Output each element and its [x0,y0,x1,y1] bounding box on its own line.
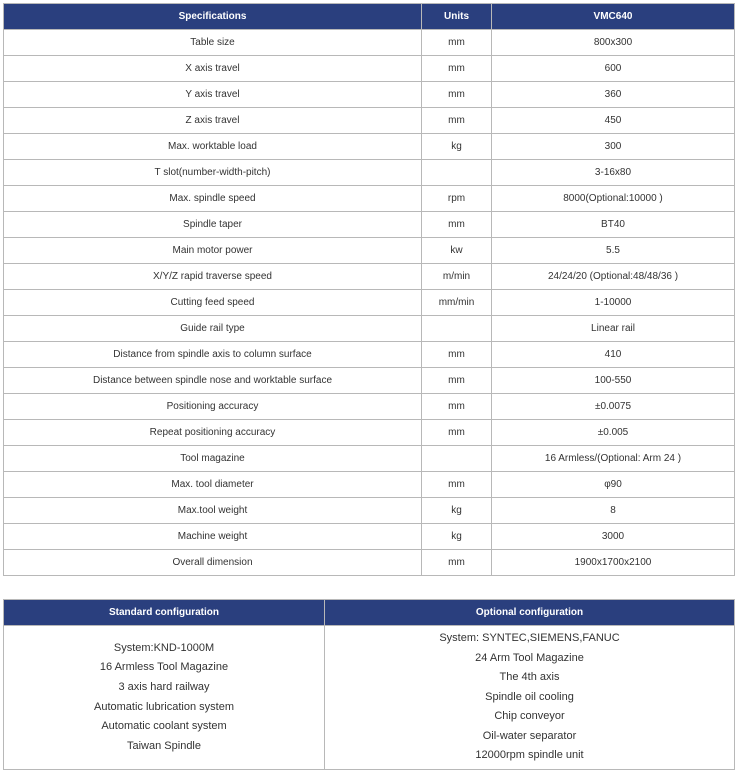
spec-unit-cell: rpm [422,186,492,212]
spec-value-cell: BT40 [492,212,735,238]
specifications-header-row [4,4,735,30]
optional-configuration-item: 24 Arm Tool Magazine [475,651,584,664]
standard-configuration-item: 16 Armless Tool Magazine [99,661,229,674]
spec-value-cell: ±0.005 [492,420,735,446]
spec-name-cell: Y axis travel [4,82,422,108]
spec-unit-cell: mm [422,56,492,82]
table-row [4,30,735,56]
configuration-header-row [4,600,735,626]
table-row [4,472,735,498]
spec-name-cell: Table size [4,30,422,56]
table-row [4,550,735,576]
spec-name-cell: Max. tool diameter [4,472,422,498]
optional-configuration-item: Chip conveyor [494,710,565,723]
standard-configuration-item: Taiwan Spindle [127,739,201,752]
spec-value-cell: 300 [492,134,735,160]
table-row [4,108,735,134]
spec-unit-cell: kg [422,524,492,550]
spec-name-cell: Spindle taper [4,212,422,238]
spec-name-cell: Positioning accuracy [4,394,422,420]
table-row [4,160,735,186]
spec-unit-cell: mm [422,394,492,420]
header-standard-configuration: Standard configuration [4,600,325,626]
spec-unit-cell: mm [422,82,492,108]
table-row [4,238,735,264]
spec-unit-cell [422,316,492,342]
spec-unit-cell: mm [422,108,492,134]
table-row [4,446,735,472]
spec-unit-cell: mm [422,30,492,56]
table-row [4,368,735,394]
spec-value-cell: 1900x1700x2100 [492,550,735,576]
standard-configuration-item: System:KND-1000M [113,641,215,654]
spec-name-cell: Overall dimension [4,550,422,576]
spec-value-cell: 600 [492,56,735,82]
spec-name-cell: X/Y/Z rapid traverse speed [4,264,422,290]
optional-configuration-item: Spindle oil cooling [485,690,574,703]
spec-value-cell: 100-550 [492,368,735,394]
spec-value-cell: 8 [492,498,735,524]
spec-value-cell: 8000(Optional:10000 ) [492,186,735,212]
spec-name-cell: Distance between spindle nose and worktable surface [4,368,422,394]
spec-value-cell: 1-10000 [492,290,735,316]
spec-unit-cell: m/min [422,264,492,290]
optional-configuration-item: The 4th axis [499,671,560,684]
spec-name-cell: Max. worktable load [4,134,422,160]
standard-configuration-item: 3 axis hard railway [118,680,210,693]
table-row [4,290,735,316]
spec-value-cell: 3-16x80 [492,160,735,186]
table-row [4,264,735,290]
optional-configuration-item: Oil-water separator [482,729,577,742]
spec-name-cell: T slot(number-width-pitch) [4,160,422,186]
spec-value-cell: φ90 [492,472,735,498]
optional-configuration-item: System: SYNTEC,SIEMENS,FANUC [439,631,620,644]
spec-value-cell: 800x300 [492,30,735,56]
spec-value-cell: 3000 [492,524,735,550]
standard-configuration-item: Automatic coolant system [101,720,227,733]
spec-value-cell: 5.5 [492,238,735,264]
spec-name-cell: Repeat positioning accuracy [4,420,422,446]
spec-name-cell: X axis travel [4,56,422,82]
table-row [4,212,735,238]
spec-name-cell: Main motor power [4,238,422,264]
spec-unit-cell: mm [422,550,492,576]
spec-unit-cell: mm [422,212,492,238]
spec-name-cell: Z axis travel [4,108,422,134]
table-row [4,134,735,160]
spec-value-cell: 24/24/20 (Optional:48/48/36 ) [492,264,735,290]
table-row [4,498,735,524]
spec-value-cell: ±0.0075 [492,394,735,420]
spec-unit-cell: kw [422,238,492,264]
table-row [4,342,735,368]
standard-configuration-item: Automatic lubrication system [94,700,234,713]
spec-value-cell: Linear rail [492,316,735,342]
spec-unit-cell: kg [422,134,492,160]
spec-unit-cell: mm [422,472,492,498]
spec-unit-cell: mm [422,368,492,394]
optional-configuration-item: 12000rpm spindle unit [475,749,584,762]
table-row [4,524,735,550]
table-row [4,56,735,82]
spec-value-cell: 410 [492,342,735,368]
spec-name-cell: Max. spindle speed [4,186,422,212]
spec-name-cell: Tool magazine [4,446,422,472]
standard-configuration-list [4,626,325,770]
spec-unit-cell: kg [422,498,492,524]
specifications-table [3,3,735,576]
spec-name-cell: Max.tool weight [4,498,422,524]
table-row [4,82,735,108]
spec-unit-cell: mm [422,420,492,446]
configuration-table [3,599,735,770]
header-specifications: Specifications [4,4,422,30]
header-units: Units [422,4,492,30]
configuration-row [4,626,735,770]
table-row [4,420,735,446]
spec-value-cell: 450 [492,108,735,134]
table-row [4,316,735,342]
spec-unit-cell: mm [422,342,492,368]
optional-configuration-list [325,626,735,770]
spec-unit-cell [422,446,492,472]
spec-unit-cell [422,160,492,186]
specifications-body [4,30,735,576]
header-optional-configuration: Optional configuration [325,600,735,626]
spec-name-cell: Machine weight [4,524,422,550]
spec-unit-cell: mm/min [422,290,492,316]
spec-name-cell: Distance from spindle axis to column surface [4,342,422,368]
spec-value-cell: 360 [492,82,735,108]
table-row [4,186,735,212]
spec-value-cell: 16 Armless/(Optional: Arm 24 ) [492,446,735,472]
spec-name-cell: Guide rail type [4,316,422,342]
header-model: VMC640 [492,4,735,30]
spec-name-cell: Cutting feed speed [4,290,422,316]
table-row [4,394,735,420]
